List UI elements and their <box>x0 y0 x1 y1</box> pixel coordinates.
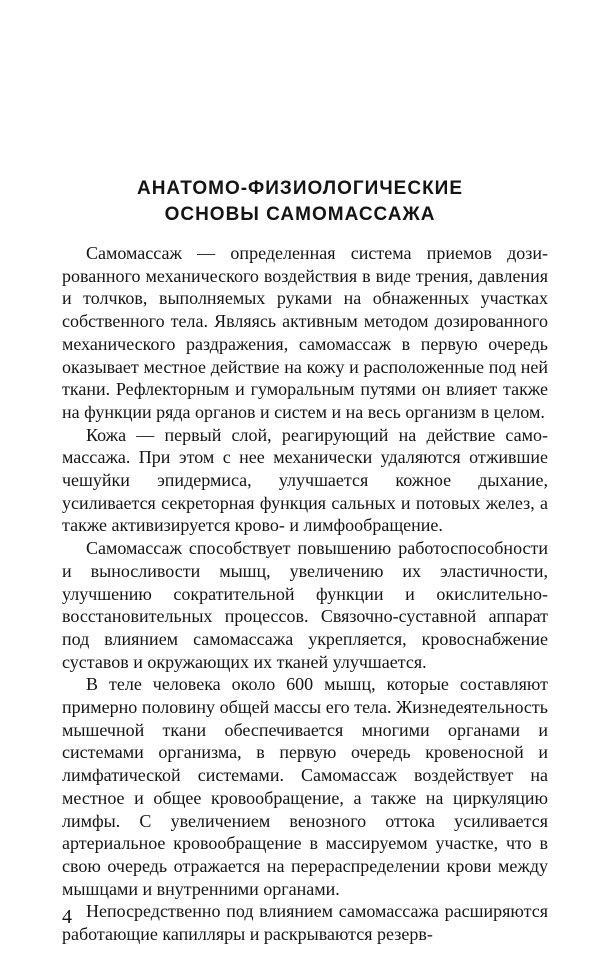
paragraph-2: Кожа — первый слой, реагирующий на действие самомассажа. При этом с нее механически удаляются отжившие чешуйки эпидермиса, улучшается кожное дыхание, усиливается секреторная функция сальных и потовых желез, а также активизируется крово- и лимфообращение. <box>62 424 548 536</box>
page-number: 4 <box>62 906 72 928</box>
chapter-title <box>0 176 600 228</box>
chapter-title-line-2: ОСНОВЫ САМОМАССАЖА <box>164 204 436 225</box>
chapter-title-line-1: АНАТОМО-ФИЗИОЛОГИЧЕСКИЕ <box>136 178 463 199</box>
paragraph-5: Непосредственно под влиянием самомассажа расширяются работающие капилляры и раскрываются резерв- <box>62 901 548 945</box>
paragraph-3: Самомассаж способствует повышению работоспособности и выносливости мышц, увеличению их эластичности, улучшению сократительной функции и окислительно-восстановительных процессов. Связочно-суставной аппарат под влиянием самомассажа укрепляется, кровоснабжение суставов и окружающих их тканей улучшается. <box>62 538 548 672</box>
body-text <box>62 242 548 946</box>
paragraph-1: Самомассаж — определенная система приемов дозированного механического воздействия в виде трения, давления и толчков, выполняемых руками на обнаженных участках собственного тела. Являясь активным методом дозированного механического раздражения, самомассаж в первую очередь оказывает местное действие на кожу и расположенные под ней ткани. Рефлекторным и гуморальным путями он влияет также на функции ряда органов и систем и на весь организм в целом. <box>62 243 548 422</box>
paragraph-4: В теле человека около 600 мышц, которые составляют примерно половину общей массы его тела. Жизнедеятельность мышечной ткани обеспечивается многими органами и системами организма, в первую очередь кровеносной и лимфатической системами. Самомассаж воздействует на местное и общее кровообращение, а также на циркуляцию лимфы. С увеличением венозного оттока усиливается артериальное кровообращение в массируемом участке, что в свою очередь отражается на перераспределении крови между мышцами и внутренними органами. <box>62 674 548 899</box>
